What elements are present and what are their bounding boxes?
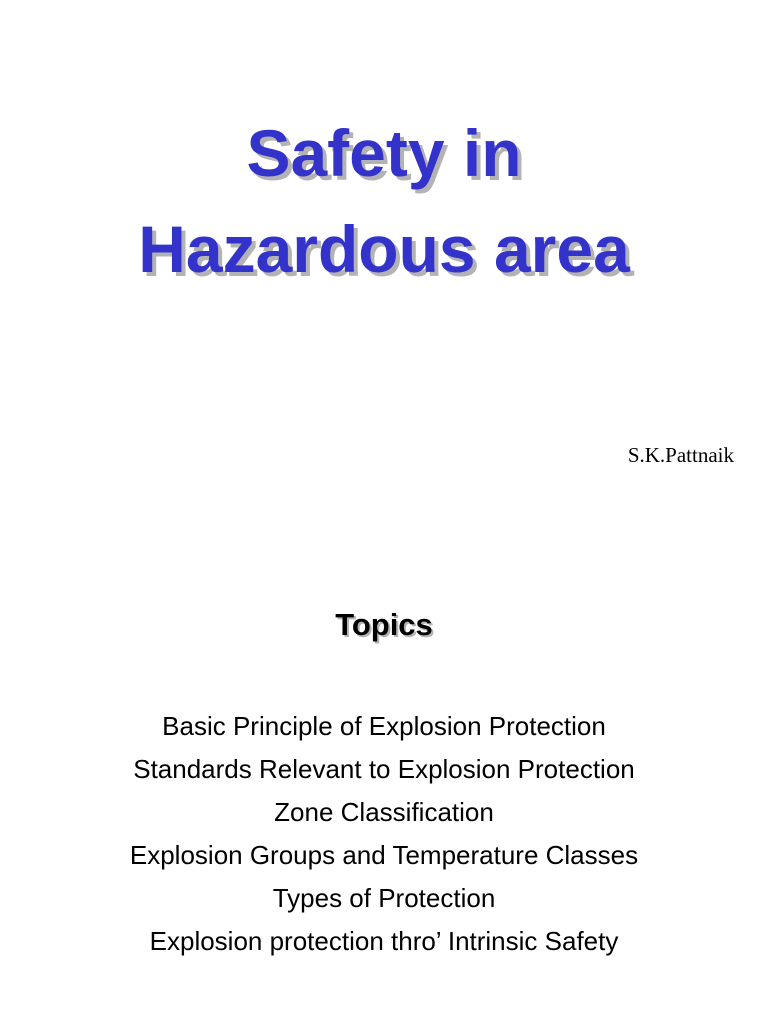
topic-item: Basic Principle of Explosion Protection <box>162 711 606 741</box>
topic-item: Explosion Groups and Temperature Classes <box>129 840 639 870</box>
slide-title-line-2: Hazardous area <box>138 212 630 286</box>
topic-item: Explosion protection thro’ Intrinsic Safety <box>149 926 619 956</box>
author-name: S.K.Pattnaik <box>627 443 734 467</box>
topics-heading: Topics <box>335 607 433 642</box>
slide-title-line-1: Safety in <box>246 116 522 190</box>
topic-list <box>0 705 768 963</box>
topic-item: Zone Classification <box>274 797 494 827</box>
topic-item: Standards Relevant to Explosion Protection <box>133 754 635 784</box>
topic-item: Types of Protection <box>272 883 496 913</box>
